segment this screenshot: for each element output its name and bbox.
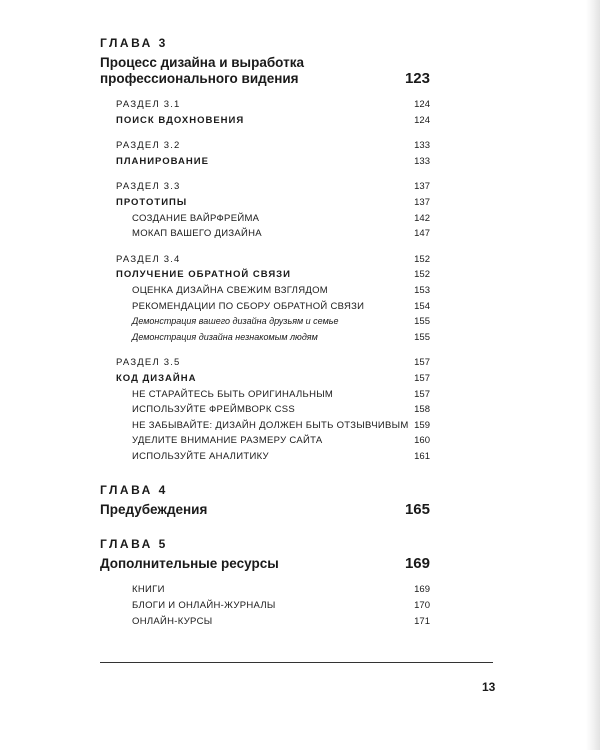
chapter-entry: [100, 482, 430, 518]
toc-entry-page: 157: [414, 357, 430, 369]
toc-entry[interactable]: [100, 614, 430, 630]
toc-entry-page: 124: [414, 114, 430, 126]
toc-entry[interactable]: [100, 449, 430, 465]
toc-entry-page: 137: [414, 196, 430, 208]
page-edge-shadow: [586, 0, 600, 750]
chapter-heading[interactable]: [100, 55, 430, 87]
chapter-entry: [100, 536, 430, 629]
toc-entry-page: 155: [414, 316, 430, 328]
chapter-page-number: 165: [404, 501, 430, 519]
toc-entry[interactable]: [100, 371, 430, 387]
toc-entry[interactable]: [100, 226, 430, 242]
toc-entry-label: РАЗДЕЛ 3.2: [116, 140, 181, 152]
chapter-label: ГЛАВА 3: [100, 36, 168, 50]
toc-entry[interactable]: [100, 433, 430, 449]
section-group: [100, 582, 430, 629]
toc-entry-label: Демонстрация вашего дизайна друзьям и семье: [132, 316, 339, 327]
toc-entry[interactable]: [100, 598, 430, 614]
chapter-heading[interactable]: [100, 502, 430, 518]
toc-entry-page: 133: [414, 155, 430, 167]
toc-entry-label: ПОИСК ВДОХНОВЕНИЯ: [116, 114, 245, 126]
toc-entry-label: ОНЛАЙН-КУРСЫ: [132, 615, 213, 627]
toc-entry-page: 153: [414, 284, 430, 296]
toc-entry-page: 158: [414, 404, 430, 416]
toc-entry-page: 124: [414, 99, 430, 110]
toc-entry[interactable]: [100, 283, 430, 299]
toc-entry[interactable]: [100, 330, 430, 346]
toc-entry-page: 159: [414, 419, 430, 431]
toc-entry-label: НЕ СТАРАЙТЕСЬ БЫТЬ ОРИГИНАЛЬНЫМ: [132, 388, 334, 400]
toc-entry-page: 154: [414, 300, 430, 312]
toc-entry-label: ПРОТОТИПЫ: [116, 196, 188, 208]
toc-entry-page: 137: [414, 181, 430, 193]
chapter-label: ГЛАВА 4: [100, 483, 168, 498]
page-number: 13: [482, 680, 496, 694]
toc-entry-label: БЛОГИ И ОНЛАЙН-ЖУРНАЛЫ: [132, 600, 276, 612]
toc-entry-label: ПЛАНИРОВАНИЕ: [116, 155, 209, 167]
toc-entry-page: 169: [414, 584, 430, 596]
toc-entry-label: СОЗДАНИЕ ВАЙРФРЕЙМА: [132, 212, 260, 224]
chapter-title: Процесс дизайна и выработка профессионального видения: [100, 55, 304, 86]
toc-entry[interactable]: [100, 211, 430, 227]
chapter-heading[interactable]: [100, 556, 430, 572]
toc-entry-page: 142: [414, 212, 430, 224]
table-of-contents: [100, 35, 430, 647]
toc-entry-label: Демонстрация дизайна незнакомым людям: [132, 331, 318, 342]
toc-entry-page: 160: [414, 435, 430, 447]
toc-entry-page: 157: [414, 372, 430, 384]
toc-entry[interactable]: [100, 387, 430, 403]
toc-entry-label: РАЗДЕЛ 3.4: [116, 253, 181, 265]
toc-entry-page: 157: [414, 388, 430, 400]
toc-entry[interactable]: [100, 582, 430, 598]
toc-entry-label: РАЗДЕЛ 3.1: [116, 99, 181, 110]
toc-entry-label: ИСПОЛЬЗУЙТЕ ФРЕЙМВОРК CSS: [132, 404, 296, 416]
toc-entry[interactable]: [100, 252, 430, 268]
chapter-sections: [100, 582, 430, 629]
toc-entry[interactable]: [100, 314, 430, 330]
toc-entry-label: РАЗДЕЛ 3.3: [116, 181, 181, 193]
chapter-page-number: 123: [404, 70, 430, 87]
toc-entry[interactable]: [100, 138, 430, 154]
section-group: [100, 138, 430, 169]
toc-entry-page: 152: [414, 269, 430, 281]
chapter-entry: [100, 35, 430, 464]
section-group: [100, 252, 430, 346]
toc-entry-page: 170: [414, 600, 430, 612]
toc-entry-label: НЕ ЗАБЫВАЙТЕ: ДИЗАЙН ДОЛЖЕН БЫТЬ ОТЗЫВЧИВЫМ: [132, 419, 409, 431]
toc-entry[interactable]: [100, 113, 430, 129]
toc-entry-page: 133: [414, 140, 430, 152]
toc-entry[interactable]: [100, 402, 430, 418]
toc-entry-label: МОКАП ВАШЕГО ДИЗАЙНА: [132, 228, 262, 240]
toc-entry-page: 161: [414, 450, 430, 462]
section-group: [100, 179, 430, 241]
toc-entry[interactable]: [100, 267, 430, 283]
chapter-page-number: 169: [404, 555, 430, 573]
toc-entry[interactable]: [100, 179, 430, 195]
toc-entry-label: УДЕЛИТЕ ВНИМАНИЕ РАЗМЕРУ САЙТА: [132, 435, 323, 447]
section-group: [100, 355, 430, 464]
toc-entry-page: 171: [414, 615, 430, 627]
toc-entry[interactable]: [100, 195, 430, 211]
chapter-title: Дополнительные ресурсы: [100, 556, 279, 572]
toc-entry-page: 155: [414, 331, 430, 343]
chapter-title: Предубеждения: [100, 502, 208, 518]
toc-entry[interactable]: [100, 355, 430, 371]
toc-entry-label: ПОЛУЧЕНИЕ ОБРАТНОЙ СВЯЗИ: [116, 269, 291, 281]
toc-entry[interactable]: [100, 299, 430, 315]
toc-entry-page: 152: [414, 253, 430, 265]
chapter-label: ГЛАВА 5: [100, 537, 168, 552]
toc-entry-label: КНИГИ: [132, 584, 165, 596]
toc-entry-label: ИСПОЛЬЗУЙТЕ АНАЛИТИКУ: [132, 450, 269, 462]
toc-entry-page: 147: [414, 228, 430, 240]
footer-rule: [100, 662, 493, 663]
toc-entry-label: КОД ДИЗАЙНА: [116, 372, 197, 384]
toc-entry-label: РАЗДЕЛ 3.5: [116, 357, 181, 369]
toc-entry[interactable]: [100, 418, 430, 434]
toc-entry-label: ОЦЕНКА ДИЗАЙНА СВЕЖИМ ВЗГЛЯДОМ: [132, 284, 329, 296]
chapter-sections: [100, 97, 430, 464]
toc-entry[interactable]: [100, 154, 430, 170]
toc-entry[interactable]: [100, 97, 430, 113]
toc-entry-label: РЕКОМЕНДАЦИИ ПО СБОРУ ОБРАТНОЙ СВЯЗИ: [132, 300, 365, 312]
section-group: [100, 97, 430, 128]
